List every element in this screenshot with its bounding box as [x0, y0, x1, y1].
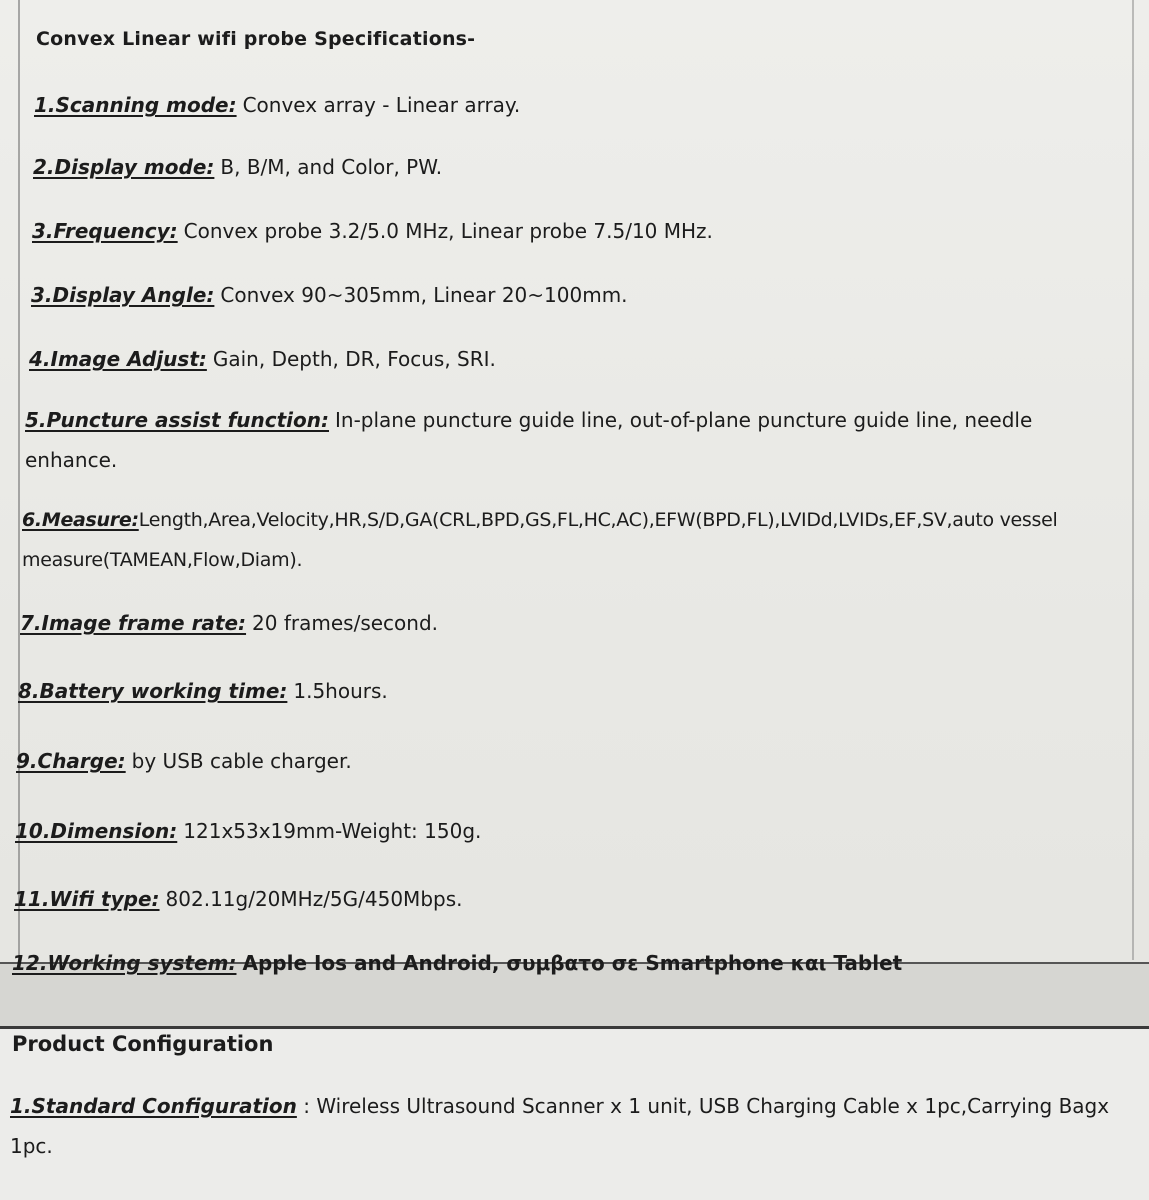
spec-row-frequency [32, 212, 1149, 250]
spec-value: Convex probe 3.2/5.0 MHz, Linear probe 7.5/10 MHz. [183, 219, 713, 243]
spec-label: 4.Image Adjust: [29, 347, 207, 371]
spec-label: 3.Display Angle: [31, 283, 215, 307]
spec-row-display-angle [31, 276, 1149, 314]
document-title: Convex Linear wifi probe Specifications- [36, 28, 476, 50]
spec-label: 12.Working system: [12, 951, 237, 975]
spec-row-puncture-assist [25, 400, 1125, 480]
spec-row-dimension [15, 812, 1135, 850]
spec-label: 1.Scanning mode: [34, 93, 237, 117]
spec-value: B, B/M, and Color, PW. [220, 155, 443, 179]
spec-value: Convex array - Linear array. [242, 93, 521, 117]
spec-label: 11.Wifi type: [14, 887, 160, 911]
config-label: 1.Standard Configuration [10, 1094, 297, 1118]
spec-row-working-system [12, 944, 1132, 982]
spec-label: 3.Frequency: [32, 219, 178, 243]
spec-value: In-plane puncture guide line, out-of-plane puncture guide line, needle enhance. [25, 408, 1033, 472]
spec-row-wifi-type [14, 880, 1134, 918]
spec-row-measure [22, 500, 1127, 580]
spec-label: 9.Charge: [16, 749, 126, 773]
spec-label: 10.Dimension: [15, 819, 178, 843]
section-title-product-configuration: Product Configuration [12, 1032, 274, 1056]
spec-label: 2.Display mode: [33, 155, 215, 179]
config-value: : Wireless Ultrasound Scanner x 1 unit, USB Charging Cable x 1pc,Carrying Bagx 1pc. [10, 1094, 1110, 1158]
spec-label: 7.Image frame rate: [20, 611, 247, 635]
spec-label: 5.Puncture assist function: [25, 408, 329, 432]
spec-row-scanning-mode [34, 86, 1149, 124]
spec-row-battery [18, 672, 1138, 710]
spec-value: Convex 90~305mm, Linear 20~100mm. [220, 283, 628, 307]
config-item-standard [10, 1086, 1110, 1166]
spec-value: 121x53x19mm-Weight: 150g. [183, 819, 482, 843]
spec-value: 1.5hours. [293, 679, 388, 703]
spec-row-frame-rate [20, 604, 1140, 642]
spec-value: by USB cable charger. [131, 749, 352, 773]
spec-value: 20 frames/second. [252, 611, 439, 635]
spec-value: Apple Ios and Android, συμβατο σε Smartphone και Tablet [242, 951, 903, 975]
spec-label: 6.Measure: [22, 509, 139, 531]
spec-row-image-adjust [29, 340, 1149, 378]
spec-row-display-mode [33, 148, 1149, 186]
spec-row-charge [16, 742, 1136, 780]
spec-value: Length,Area,Velocity,HR,S/D,GA(CRL,BPD,GS,FL,HC,AC),EFW(BPD,FL),LVIDd,LVIDs,EF,SV,auto vessel measure(TAMEAN,Flow,Diam). [22, 509, 1058, 571]
spec-value: Gain, Depth, DR, Focus, SRI. [212, 347, 496, 371]
spec-value: 802.11g/20MHz/5G/450Mbps. [165, 887, 463, 911]
spec-label: 8.Battery working time: [18, 679, 288, 703]
